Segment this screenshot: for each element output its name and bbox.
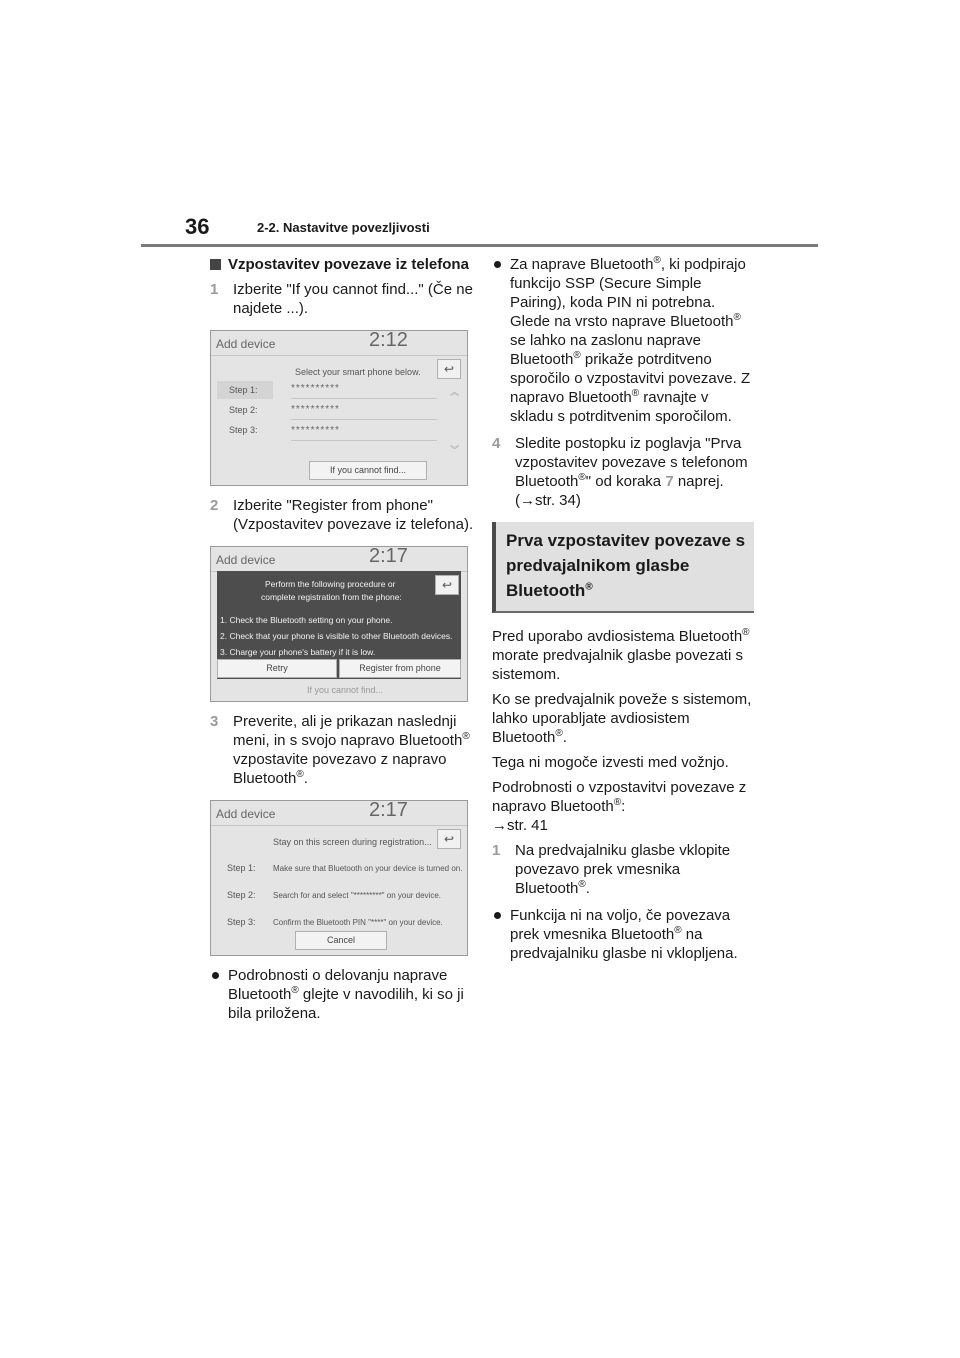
paragraph: Tega ni mogoče izvesti med vožnjo.: [492, 754, 729, 771]
if-you-cannot-find-button[interactable]: If you cannot find...: [309, 461, 427, 480]
step-1-music-player: 1 Na predvajalniku glasbe vklopite povezavo prek vmesnika Bluetooth®.: [492, 842, 731, 897]
paragraph: Ko se predvajalnik poveže s sistemom, lahko uporabljate avdiosistem Bluetooth®.: [492, 691, 752, 746]
back-icon[interactable]: ↩: [437, 829, 461, 849]
step-number: 3: [210, 713, 219, 730]
screenshot-select-device: Add device 2:12 Select your smart phone below. ↩ Step 1: Step 2: Step 3: ********** ********** ********** ︽ ︾ If you cannot find...: [210, 330, 468, 486]
section-heading-box: Prva vzpostavitev povezave s predvajalnikom glasbe Bluetooth®: [492, 522, 754, 613]
subheading: Vzpostavitev povezave iz telefona: [210, 255, 475, 274]
scroll-down-icon[interactable]: ︾: [449, 445, 459, 455]
step-number: 1: [210, 281, 219, 298]
step-number: 2: [210, 497, 219, 514]
device-list-item[interactable]: **********: [291, 421, 437, 441]
retry-button[interactable]: Retry: [217, 659, 337, 678]
device-list-item[interactable]: **********: [291, 379, 437, 399]
bullet-icon: [494, 912, 501, 919]
info-dialog: Perform the following procedure or complete registration from the phone: 1. Check the Bluetooth setting on your phone. 2. Check that your phone is visible to other Bluetooth devices. 3. Charge your phone's battery if it is low. ↩: [217, 571, 461, 679]
screenshot-registration-steps: Add device 2:17 Stay on this screen during registration... ↩ Step 1: Step 2: Step 3: Make sure that Bluetooth on your device is turned on. Search for and select "*********" on your device. Confirm the Bluetooth PIN "****" on your device. Cancel: [210, 800, 468, 956]
bullet-note: Funkcija ni na voljo, če povezava prek vmesnika Bluetooth® na predvajalniku glasbe ni vklopljena.: [492, 906, 754, 963]
bullet-icon: [494, 261, 501, 268]
step-4: 4 Sledite postopku iz poglavja "Prva vzpostavitev povezave s telefonom Bluetooth®" od koraka 7 naprej. (→str. 34): [492, 435, 748, 509]
bullet-note: Podrobnosti o delovanju naprave Bluetooth® glejte v navodilih, ki so ji bila priložena.: [210, 966, 475, 1023]
paragraph: Pred uporabo avdiosistema Bluetooth® morate predvajalnik glasbe povezati s sistemom.: [492, 627, 750, 683]
section-title: 2-2. Nastavitve povezljivosti: [257, 220, 430, 235]
left-column: [210, 255, 475, 1031]
screenshot-register-from-phone: Add device 2:17 Perform the following procedure or complete registration from the phone: 1. Check the Bluetooth setting on your phone. 2. Check that your phone is visible to other Bluetooth devices. 3. Charge your phone's battery if it is low. ↩ Retry Register from phone If you cannot find...: [210, 546, 468, 702]
square-bullet-icon: [210, 259, 221, 270]
page-number: 36: [185, 214, 210, 239]
paragraph: Podrobnosti o vzpostavitvi povezave z napravo Bluetooth®: →str. 41: [492, 779, 747, 834]
scroll-up-icon[interactable]: ︽: [449, 387, 459, 397]
header-divider: [141, 244, 818, 247]
page-reference: →str. 41: [492, 817, 548, 834]
step-2: 2 Izberite "Register from phone" (Vzpostavitev povezave iz telefona).: [210, 497, 474, 533]
bullet-icon: [212, 972, 219, 979]
step-number: 1: [492, 842, 501, 859]
step-3: 3 Preverite, ali je prikazan naslednji meni, in s svojo napravo Bluetooth® vzpostavite povezavo z napravo Bluetooth®.: [210, 713, 470, 787]
cancel-button[interactable]: Cancel: [295, 931, 387, 950]
register-from-phone-button[interactable]: Register from phone: [339, 659, 461, 678]
back-icon[interactable]: ↩: [435, 575, 459, 595]
step-1: 1 Izberite "If you cannot find..." (Če ne najdete ...).: [210, 281, 473, 317]
back-icon[interactable]: ↩: [437, 359, 461, 379]
bullet-ssp-note: Za naprave Bluetooth®, ki podpirajo funkcijo SSP (Secure Simple Pairing), koda PIN ni potrebna. Glede na vrsto naprave Bluetooth® se lahko na zaslonu naprave Bluetooth® prikaže potrditveno sporočilo o vzpostavitvi povezave. Z napravo Bluetooth® ravnajte v skladu s potrditvenim sporočilom.: [492, 255, 754, 426]
device-list-item[interactable]: **********: [291, 400, 437, 420]
right-column: [492, 255, 754, 971]
step-number: 4: [492, 435, 501, 452]
